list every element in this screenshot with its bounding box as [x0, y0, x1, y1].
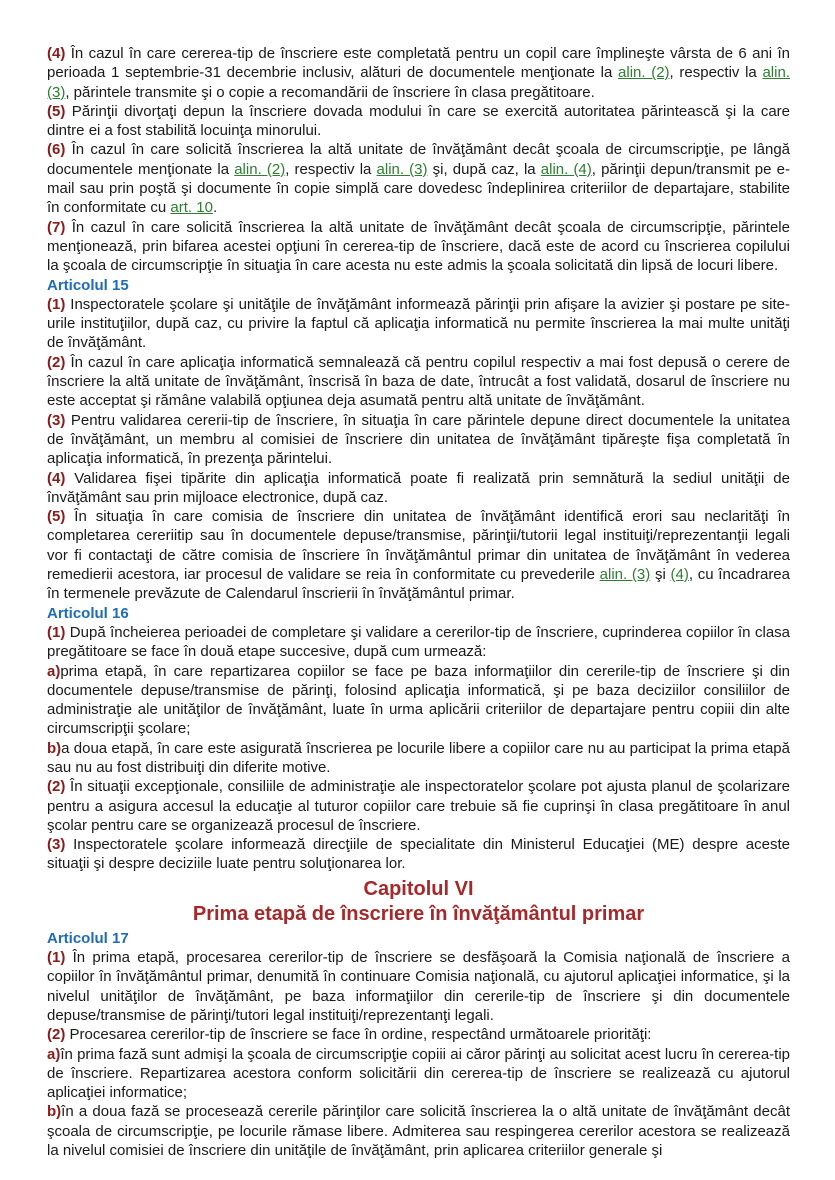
paragraph-text: Inspectoratele şcolare şi unităţile de învăţământ informează părinţii prin afişare la avizier şi postare pe site-urile instituţiilor, după caz, cu privire la faptul că aplicaţia informatică nu permite înscrierea la mai multe unităţi de învăţământ. — [47, 295, 790, 352]
paragraph-text: a doua etapă, în care este asigurată înscrierea pe locurile libere a copiilor care nu au participat la prima etapă sau nu au fost distribuiţi din diferite motive. — [47, 739, 790, 776]
paragraph — [47, 623, 790, 662]
paragraph — [47, 662, 790, 739]
paragraph-text: . — [212, 199, 218, 217]
paragraph-text: în prima fază sunt admişi la şcoala de circumscripţie copiii ai căror părinţi au solicitat acest lucru în cererea-tip de înscriere. Repartizarea acestora conform solicitării din cererea-tip de înscriere se realizează cu ajutorul aplicaţiei informatice; — [47, 1045, 790, 1102]
paragraph-marker: (5) — [47, 508, 66, 526]
paragraph-marker: b) — [47, 1103, 62, 1121]
paragraph-text: În cazul în care aplicaţia informatică semnalează că pentru copilul respectiv a mai fost depusă o cerere de înscriere la altă unitate de învăţământ, înscrisă în baza de date, întrucât a fost validată, dosarul de înscriere nu este acceptat şi rămâne valabilă opţiunea deja asumată pentru altă unitate de învăţământ. — [47, 353, 790, 410]
paragraph-text: Validarea fişei tipărite din aplicaţia informatică poate fi realizată prin semnătură la sediul unităţii de învăţământ sau prin mijloace electronice, după caz. — [47, 469, 790, 506]
paragraph — [47, 1045, 790, 1103]
paragraph-text: , părinţii depun/transmit pe e-mail sau prin poştă şi documente în copie simplă care dovedesc îndeplinirea criteriilor de departajare, stabilite în conformitate cu — [47, 160, 790, 217]
paragraph — [47, 44, 790, 102]
paragraph — [47, 1025, 790, 1044]
article-heading: Articolul 16 — [47, 604, 129, 622]
paragraph-marker: (1) — [47, 949, 66, 967]
paragraph — [47, 948, 790, 1025]
paragraph-text: , respectiv la — [285, 160, 377, 178]
reference-link[interactable]: alin. (3) — [47, 64, 790, 101]
paragraph — [47, 507, 790, 603]
paragraph-text: şi — [650, 566, 671, 584]
paragraph — [47, 469, 790, 508]
paragraph-text: Pentru validarea cererii-tip de înscriere, în situaţia în care părintele depune direct documentele la unitatea de învăţământ, un membru al comisiei de înscriere din unitatea de învăţământ tipăreşte fişa completată în aplicaţia informatică, în prezenţa părintelui. — [47, 411, 790, 468]
paragraph-marker: a) — [47, 662, 61, 680]
article-heading: Articolul 17 — [47, 929, 129, 947]
reference-link[interactable]: alin. (3) — [376, 160, 428, 178]
paragraph-text: Procesarea cererilor-tip de înscriere se face în ordine, respectând următoarele priorităţi: — [65, 1026, 652, 1044]
paragraph-marker: (1) — [47, 295, 66, 313]
chapter-heading — [47, 877, 790, 927]
chapter-number: Capitolul VI — [363, 877, 474, 900]
paragraph-text: În situaţia în care comisia de înscriere din unitatea de învăţământ identifică erori sau neclarităţi în completarea cereriitip sau în documentele depuse/transmise, părinţii/tutorii legal instituiţi/reprezentanţii legali vor fi contactaţi de către comisia de înscriere în învăţământul primar din unitatea de învăţământ în vederea remedierii acestora, iar procesul de validare se reia în conformitate cu prevederile — [47, 508, 790, 584]
chapter-title: Prima etapă de înscriere în învăţământul primar — [192, 902, 645, 925]
article-heading: Articolul 15 — [47, 276, 129, 294]
paragraph-text: După încheierea perioadei de completare şi validare a cererilor-tip de înscriere, cuprinderea copiilor în clasa pregătitoare se face în două etape succesive, după cum urmează: — [47, 623, 790, 661]
paragraph-text: şi, după caz, la — [427, 160, 541, 178]
paragraph — [47, 777, 790, 835]
paragraph-text: în a doua fază se procesează cererile părinţilor care solicită înscrierea la o altă unitate de învăţământ decât şcoala de circumscripţie, pe locurile rămase libere. Admiterea sau respingerea cererilor acestora se realizează la nivelul comisiei de înscriere din unităţile de învăţământ, prin aplicarea criteriilor generale şi — [47, 1103, 790, 1160]
reference-link[interactable]: alin. (3) — [599, 566, 651, 584]
paragraph-marker: (4) — [47, 469, 66, 487]
paragraph-marker: (3) — [47, 836, 66, 854]
paragraph-text: , respectiv la — [669, 64, 763, 82]
paragraph-text: , cu încadrarea în termenele prevăzute de Calendarul înscrierii în învăţământul primar. — [47, 566, 790, 603]
paragraph-text: În cazul în care solicită înscrierea la altă unitate de învăţământ decât şcoala de circumscripţie, pe lângă documentele menţionate la — [47, 141, 790, 178]
paragraph-text: În prima etapă, procesarea cererilor-tip de înscriere se desfăşoară la Comisia naţională de înscriere a copiilor în învăţământul primar, denumită în continuare Comisia naţională, cu ajutorul aplicaţiei informatice, şi la nivelul unităţilor de învăţământ, pe baza informaţiilor din cererile-tip de înscriere şi din documentele depuse/transmise de părinţi/tutori legal instituiţi/reprezentanţi legali. — [47, 949, 790, 1024]
paragraph-text: Părinţii divorţaţi depun la înscriere dovada modului în care se exercită autoritatea părintească şi la care dintre ei a fost stabilită locuinţa minorului. — [47, 102, 790, 140]
reference-link[interactable]: alin. (4) — [540, 160, 592, 178]
paragraph-marker: b) — [47, 739, 62, 757]
paragraph — [47, 295, 790, 353]
paragraph-marker: (5) — [47, 102, 66, 120]
reference-link[interactable]: alin. (2) — [234, 160, 286, 178]
paragraph-marker: (7) — [47, 218, 66, 236]
paragraph-marker: (1) — [47, 623, 66, 641]
paragraph-marker: (3) — [47, 411, 66, 429]
paragraph — [47, 140, 790, 217]
paragraph — [47, 102, 790, 141]
reference-link[interactable]: art. 10 — [170, 199, 213, 217]
paragraph-text: În cazul în care cererea-tip de înscriere este completată pentru un copil care împlineşte vârsta de 6 ani în perioada 1 septembrie-31 decembrie inclusiv, alături de documentele menţionate la — [47, 45, 790, 82]
paragraph-marker: (2) — [47, 778, 66, 796]
paragraph-marker: a) — [47, 1045, 61, 1063]
paragraph-text: , părintele transmite şi o copie a recomandării de înscriere în clasa pregătitoare. — [65, 83, 595, 101]
paragraph — [47, 739, 790, 778]
paragraph — [47, 411, 790, 469]
paragraph — [47, 353, 790, 411]
paragraph — [47, 1102, 790, 1160]
paragraph-marker: (4) — [47, 45, 66, 62]
paragraph-marker: (2) — [47, 1026, 66, 1044]
paragraph-text: Inspectoratele şcolare informează direcţiile de specialitate din Ministerul Educaţiei (ME) despre aceste situaţii şi despre deciziile luate pentru soluţionarea lor. — [47, 836, 790, 873]
reference-link[interactable]: (4) — [670, 566, 689, 584]
paragraph-text: În cazul în care solicită înscrierea la altă unitate de învăţământ decât şcoala de circumscripţie, părintele menţionează, prin bifarea acestei opţiuni în cererea-tip de înscriere, dacă este de acord cu înscrierea copilului la şcoala de circumscripţie în situaţia în care acesta nu este admis la şcoala solicitată din lipsă de locuri libere. — [47, 218, 790, 275]
reference-link[interactable]: alin. (2) — [618, 64, 670, 82]
paragraph-marker: (6) — [47, 141, 66, 159]
paragraph-marker: (2) — [47, 353, 66, 371]
paragraph-text: În situaţii excepţionale, consiliile de administraţie ale inspectoratelor şcolare pot ajusta planul de şcolarizare pentru a asigura accesul la educaţie al tuturor copiilor care trebuie să fie cuprinşi în clasa pregătitoare în anul şcolar pentru care se organizează procesul de înscriere. — [47, 778, 790, 834]
paragraph-text: prima etapă, în care repartizarea copiilor se face pe baza informaţiilor din cererile-tip de înscriere şi din documentele depuse/transmise de părinţi, folosind aplicaţia informatică, şi pe baza deciziilor consiliilor de administraţie ale unităţilor de învăţământ, luate în urma aplicării criteriilor de departajare pentru copiii din alte circumscripţii şcolare; — [47, 662, 790, 738]
paragraph — [47, 218, 790, 276]
paragraph — [47, 835, 790, 874]
